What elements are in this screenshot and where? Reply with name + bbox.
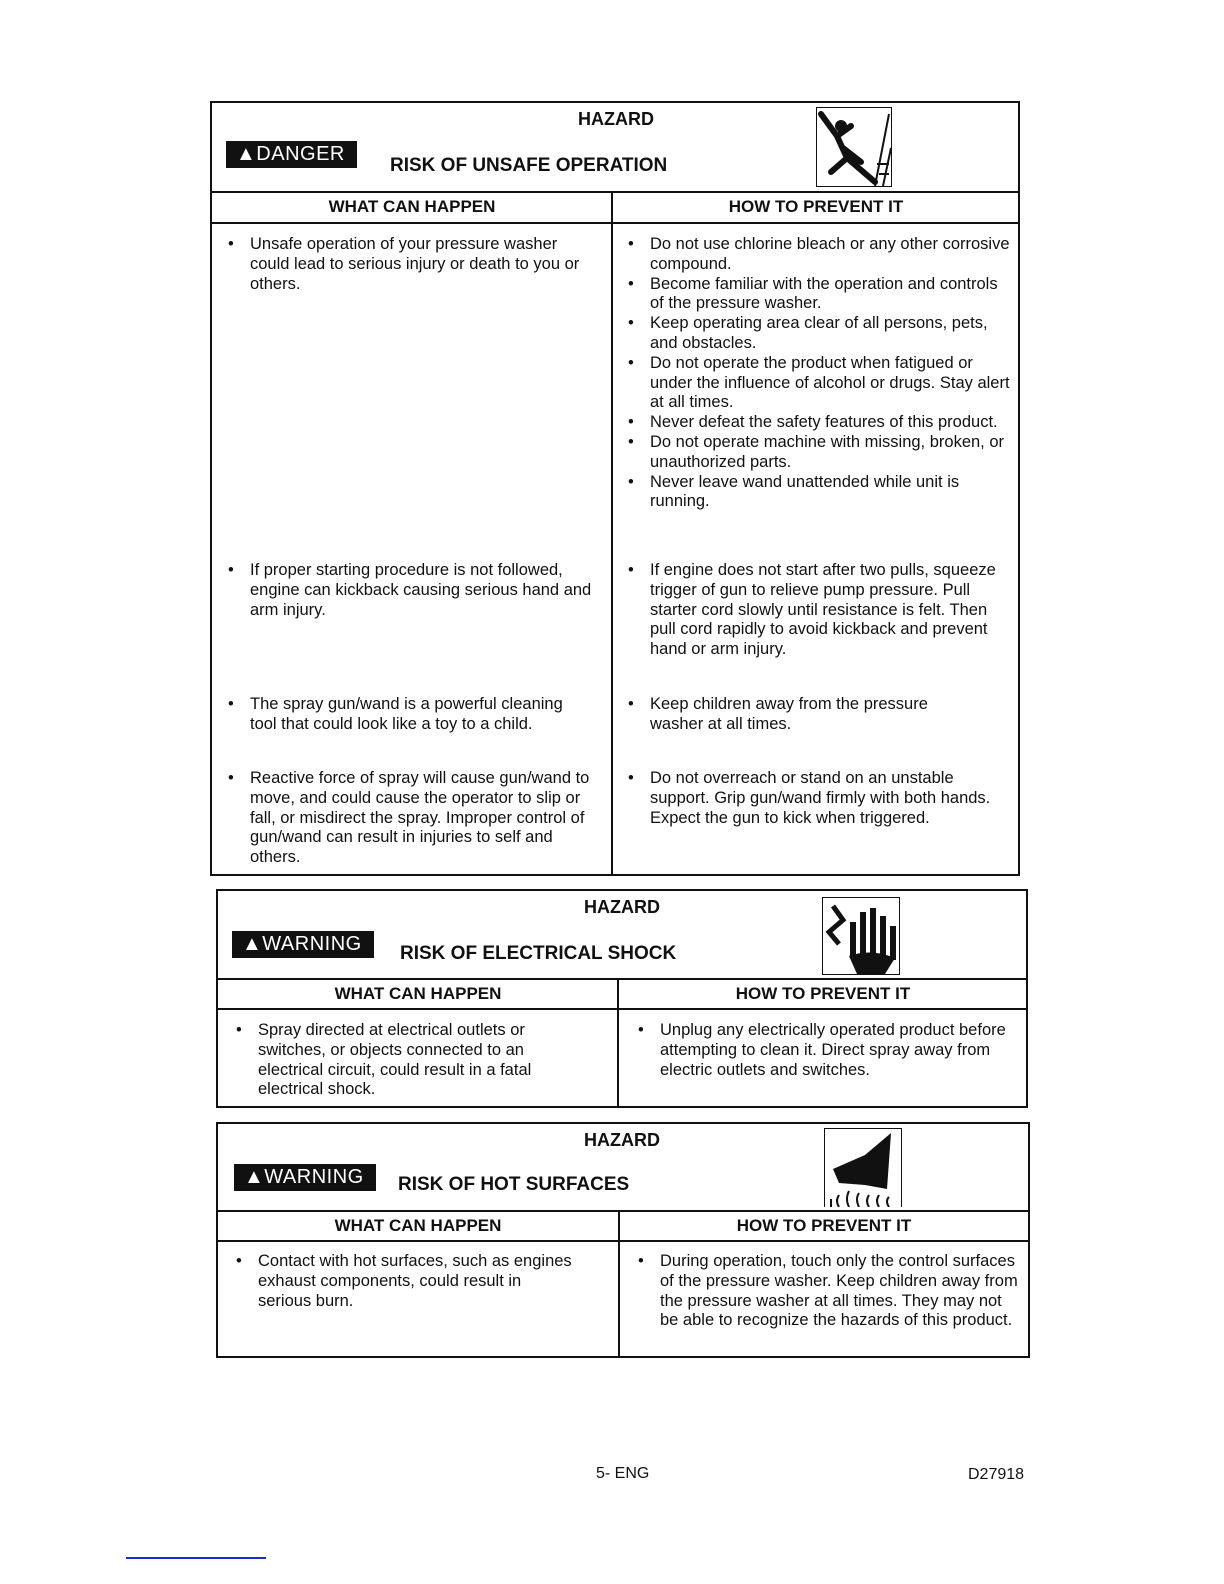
how-to-prevent-header: HOW TO PREVENT IT (735, 984, 911, 1003)
list-item: • During operation, touch only the control surfaces of the pressure washer. Keep children away from the pressure washer at all times. They may not be able to recognize the hazards of this product. (636, 1252, 1022, 1331)
warning-electrical-shock-box (216, 889, 1028, 1108)
section-header (218, 891, 1026, 980)
hazard-label: HAZARD (584, 1130, 660, 1150)
list-item: • Never defeat the safety features of this product. (626, 413, 1012, 433)
page-number: 5- ENG (596, 1465, 650, 1482)
warning-hot-surfaces-box (216, 1122, 1030, 1358)
hot-surface-hand-icon (824, 1128, 902, 1207)
column-divider (617, 978, 619, 1106)
what-can-happen-header: WHAT CAN HAPPEN (328, 197, 496, 216)
how-to-prevent-header: HOW TO PREVENT IT (728, 197, 904, 216)
happen-cell (226, 695, 586, 735)
happen-cell (226, 235, 596, 294)
list-item: • Contact with hot surfaces, such as engines exhaust components, could result in serious burn. (234, 1252, 574, 1311)
list-item: • If engine does not start after two pulls, squeeze trigger of gun to relieve pump pressure. Pull starter cord slowly until resistance is felt. Then pull cord rapidly to avoid kickback and prevent hand or arm injury. (626, 561, 1012, 660)
list-item: • The spray gun/wand is a powerful cleaning tool that could look like a toy to a child. (226, 695, 586, 735)
prevent-cell (636, 1021, 1006, 1080)
document-code: D27918 (968, 1466, 1025, 1483)
list-item: • Unplug any electrically operated product before attempting to clean it. Direct spray away from electric outlets and switches. (636, 1021, 1006, 1080)
list-item: • Unsafe operation of your pressure washer could lead to serious injury or death to you or others. (226, 235, 596, 294)
list-item: • Keep children away from the pressure washer at all times. (626, 695, 976, 735)
what-can-happen-header: WHAT CAN HAPPEN (334, 1216, 502, 1235)
hazard-label: HAZARD (578, 109, 654, 129)
column-headers (218, 1210, 1028, 1242)
column-divider (611, 191, 613, 874)
list-item: • Never leave wand unattended while unit is running. (626, 473, 1012, 513)
list-item: • Do not operate the product when fatigued or under the influence of alcohol or drugs. Stay alert at all times. (626, 354, 1012, 413)
risk-title: RISK OF ELECTRICAL SHOCK (400, 943, 677, 964)
risk-title: RISK OF UNSAFE OPERATION (390, 155, 668, 176)
list-item: • Spray directed at electrical outlets or switches, or objects connected to an electrical circuit, could result in a fatal electrical shock. (234, 1021, 584, 1100)
how-to-prevent-header: HOW TO PREVENT IT (736, 1216, 912, 1235)
section-header (212, 103, 1018, 193)
footer-rule (126, 1557, 266, 1559)
list-item: • Reactive force of spray will cause gun/wand to move, and could cause the operator to slip or fall, or misdirect the spray. Improper control of gun/wand can result in injuries to self and others. (226, 769, 596, 868)
badge-text: WARNING (264, 1166, 364, 1188)
prevent-cell (626, 561, 1012, 660)
warning-badge: ▲WARNING (232, 931, 374, 958)
prevent-cell (636, 1252, 1022, 1331)
list-item: • Do not use chlorine bleach or any other corrosive compound. (626, 235, 1012, 275)
person-falling-ladder-icon (816, 107, 892, 187)
badge-text: DANGER (256, 143, 345, 165)
section-header (218, 1124, 1028, 1212)
prevent-cell (626, 235, 1012, 512)
prevent-cell (626, 769, 1012, 828)
happen-cell (226, 769, 596, 868)
danger-unsafe-operation-box (210, 101, 1020, 876)
risk-title: RISK OF HOT SURFACES (398, 1174, 630, 1195)
column-headers (212, 191, 1018, 224)
list-item: • If proper starting procedure is not followed, engine can kickback causing serious hand and arm injury. (226, 561, 596, 620)
happen-cell (234, 1021, 584, 1100)
badge-text: WARNING (262, 933, 362, 955)
electric-shock-hand-icon (822, 897, 900, 975)
happen-cell (226, 561, 596, 620)
list-item: • Do not operate machine with missing, broken, or unauthorized parts. (626, 433, 1012, 473)
danger-badge: ▲DANGER (226, 141, 357, 168)
list-item: • Do not overreach or stand on an unstable support. Grip gun/wand firmly with both hands. Expect the gun to kick when triggered. (626, 769, 1012, 828)
hazard-label: HAZARD (584, 897, 660, 917)
warning-badge: ▲WARNING (234, 1164, 376, 1191)
column-divider (618, 1210, 620, 1356)
column-headers (218, 978, 1026, 1010)
happen-cell (234, 1252, 574, 1311)
list-item: • Keep operating area clear of all persons, pets, and obstacles. (626, 314, 1012, 354)
list-item: • Become familiar with the operation and controls of the pressure washer. (626, 275, 1012, 315)
what-can-happen-header: WHAT CAN HAPPEN (334, 984, 502, 1003)
prevent-cell (626, 695, 976, 735)
